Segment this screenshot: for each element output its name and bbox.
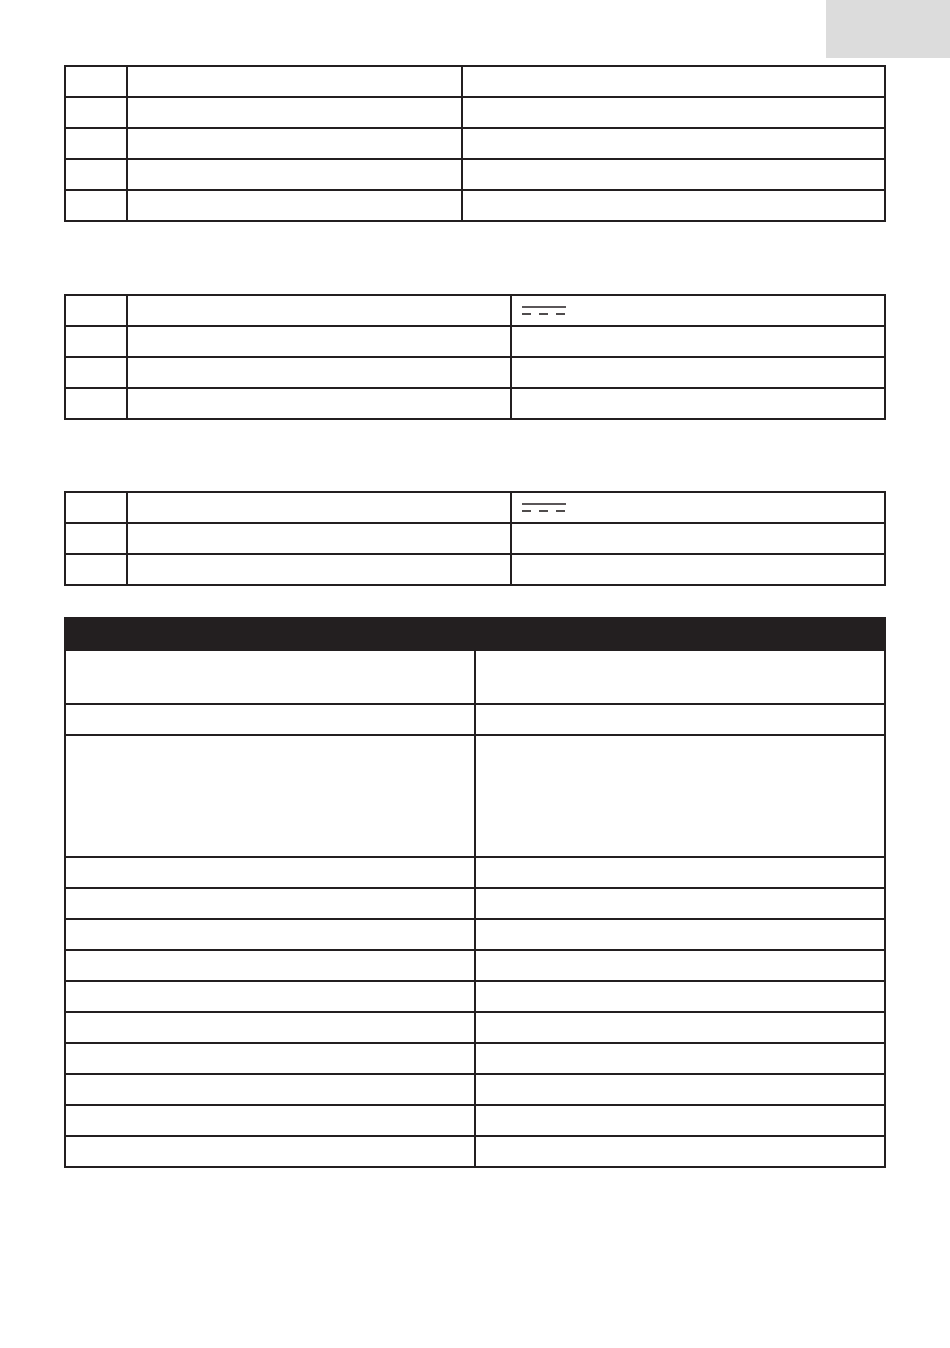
- table-row: [65, 159, 885, 190]
- table-row: [65, 1043, 885, 1074]
- table-header-bar: [65, 618, 885, 650]
- table-row: [65, 357, 885, 388]
- table-row: [65, 950, 885, 981]
- table-row: [65, 1105, 885, 1136]
- table-row: [65, 523, 885, 554]
- dc-current-symbol-icon: [520, 304, 568, 318]
- table-row: [65, 650, 885, 704]
- spec-table-4: [64, 617, 886, 1168]
- spec-table-1: [64, 65, 886, 222]
- table-row: [65, 888, 885, 919]
- spec-table-2: [64, 294, 886, 420]
- table-row: [65, 295, 885, 326]
- spec-table-3: [64, 491, 886, 586]
- table-row: [65, 919, 885, 950]
- table-row: [65, 1074, 885, 1105]
- table-row: [65, 1012, 885, 1043]
- table-row: [65, 704, 885, 735]
- table-row: [65, 981, 885, 1012]
- table-row: [65, 388, 885, 419]
- table-row: [65, 190, 885, 221]
- table-row: [65, 128, 885, 159]
- language-tab: [826, 0, 950, 58]
- table-row: [65, 97, 885, 128]
- table-row: [65, 735, 885, 857]
- table-row: [65, 66, 885, 97]
- dc-current-symbol-icon: [520, 501, 568, 515]
- table-row: [65, 857, 885, 888]
- table-row: [65, 554, 885, 585]
- table-row: [65, 492, 885, 523]
- table-row: [65, 1136, 885, 1167]
- table-row: [65, 326, 885, 357]
